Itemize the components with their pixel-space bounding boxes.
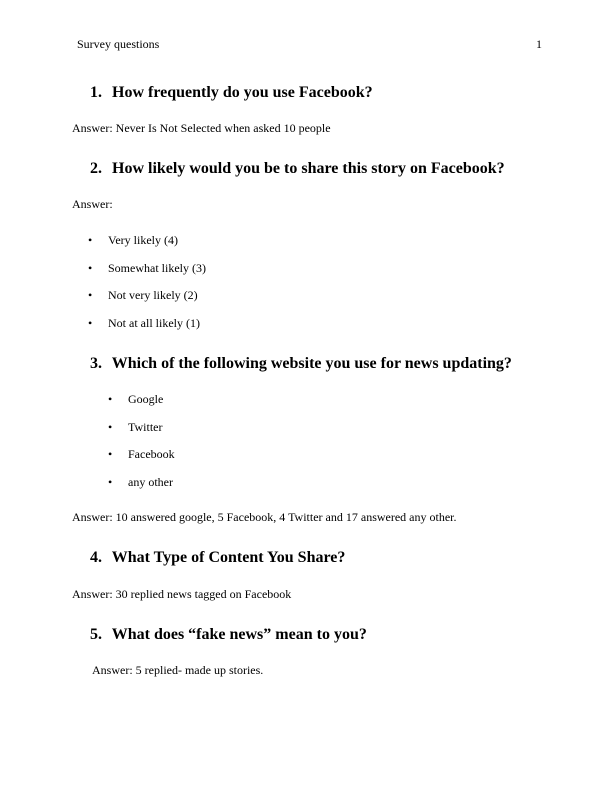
question-5-answer: Answer: 5 replied- made up stories.: [92, 663, 264, 677]
option-label: any other: [128, 474, 173, 489]
page-number: 1: [536, 37, 542, 51]
question-4-heading: [90, 549, 345, 567]
option-label: Google: [128, 392, 164, 406]
bullet-icon: •: [108, 447, 113, 461]
question-3-options: [108, 392, 175, 502]
option-label: Twitter: [128, 419, 163, 434]
question-text: Which of the following website you use for news updating?: [111, 355, 512, 372]
question-3-answer: Answer: 10 answered google, 5 Facebook, 4 Twitter and 17 answered any other.: [72, 510, 457, 524]
bullet-icon: •: [88, 233, 93, 247]
question-4-answer: Answer: 30 replied news tagged on Facebook: [72, 587, 292, 601]
question-1-heading: [90, 84, 373, 102]
question-number: 4.: [90, 549, 102, 566]
option-label: Not at all likely (1): [108, 315, 200, 330]
list-item: [88, 233, 206, 261]
question-text: What Type of Content You Share?: [111, 549, 346, 566]
question-number: 3.: [90, 355, 102, 372]
bullet-icon: •: [88, 315, 93, 330]
question-text: How frequently do you use Facebook?: [112, 84, 373, 101]
list-item: [108, 474, 175, 503]
bullet-icon: •: [88, 260, 93, 275]
question-5-heading: [90, 626, 367, 644]
running-head: Survey questions: [77, 37, 160, 51]
question-1-answer: Answer: Never Is Not Selected when asked 10 people: [72, 121, 331, 135]
question-2-answer: Answer:: [72, 197, 113, 211]
question-2-heading: [90, 160, 505, 178]
list-item: [108, 447, 175, 475]
question-number: 2.: [90, 160, 102, 177]
question-number: 5.: [90, 626, 102, 643]
question-text: What does “fake news” mean to you?: [111, 626, 367, 643]
option-label: Very likely (4): [108, 233, 178, 247]
list-item: [108, 419, 175, 448]
option-label: Not very likely (2): [108, 288, 198, 302]
option-label: Facebook: [128, 447, 175, 461]
question-3-heading: [90, 355, 512, 373]
list-item: [88, 260, 206, 289]
bullet-icon: •: [108, 474, 113, 489]
question-number: 1.: [90, 84, 102, 101]
bullet-icon: •: [108, 419, 113, 434]
bullet-icon: •: [88, 288, 93, 302]
list-item: [88, 288, 206, 316]
question-2-options: [88, 233, 206, 343]
bullet-icon: •: [108, 392, 113, 406]
list-item: [108, 392, 175, 420]
question-text: How likely would you be to share this story on Facebook?: [112, 160, 505, 177]
list-item: [88, 315, 206, 344]
option-label: Somewhat likely (3): [108, 260, 206, 275]
